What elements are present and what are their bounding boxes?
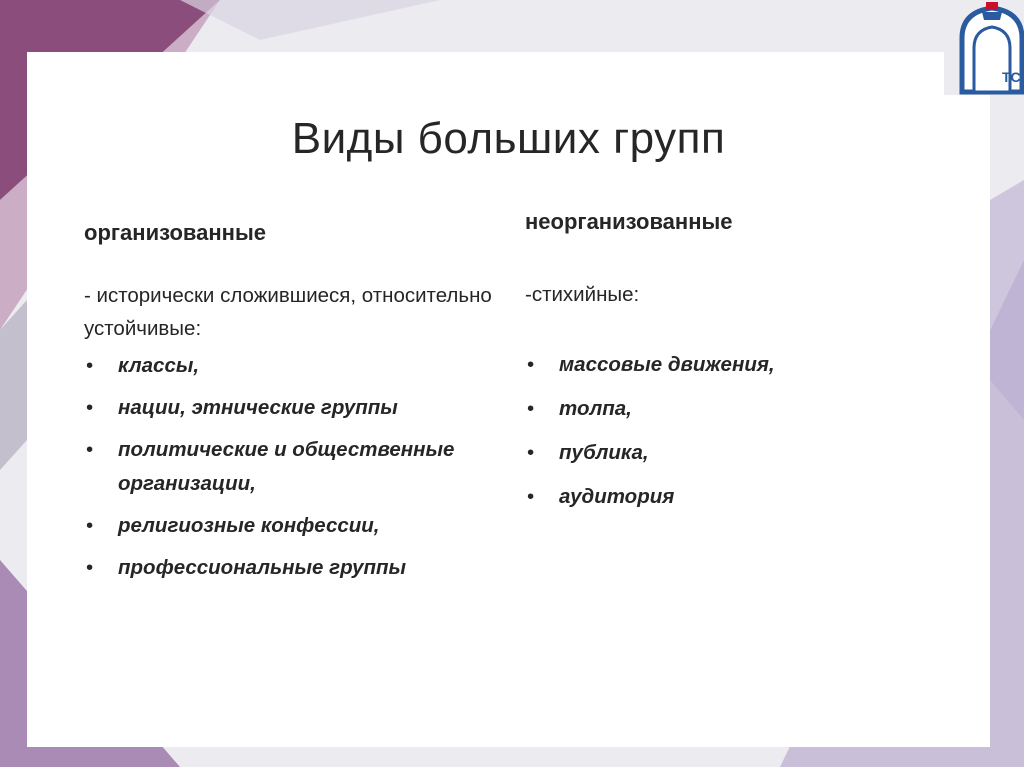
svg-text:TC: TC: [1002, 69, 1021, 85]
list-item: • профессиональные группы: [84, 551, 504, 585]
list-item: • политические и общественные организации,: [84, 433, 504, 501]
list-item: • массовые движения,: [525, 348, 945, 382]
list-item: • аудитория: [525, 480, 945, 514]
list-item: • религиозные конфессии,: [84, 509, 504, 543]
list-item: • классы,: [84, 349, 504, 383]
list-item: • нации, этнические группы: [84, 391, 504, 425]
slide-card: [27, 52, 990, 747]
university-emblem-icon: [944, 0, 1024, 95]
list-item: • публика,: [525, 436, 945, 470]
organized-column: [84, 220, 504, 593]
organized-heading: организованные: [84, 220, 266, 245]
organized-description: - исторически сложившиеся, относительно устойчивые:: [84, 284, 492, 340]
unorganized-description: -стихийные:: [525, 283, 640, 306]
list-item: • толпа,: [525, 392, 945, 426]
slide-title: Виды больших групп: [291, 114, 726, 163]
organized-list: [84, 349, 504, 585]
unorganized-list: [525, 348, 945, 514]
unorganized-column: [525, 209, 945, 524]
unorganized-heading: неорганизованные: [525, 209, 733, 234]
